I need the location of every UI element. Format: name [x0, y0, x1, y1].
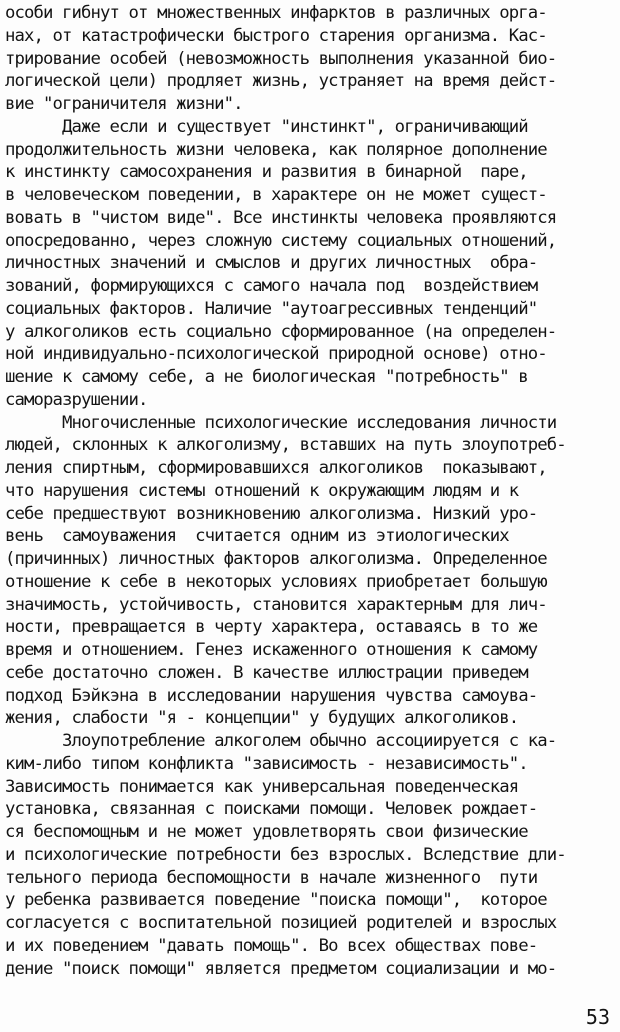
text-line: себе достаточно сложен. В качестве иллюстрации приведем	[5, 662, 528, 683]
text-line: опосредованно, через сложную систему социальных отношений,	[5, 230, 557, 251]
text-line: у алкоголиков есть социально сформированное (на определен-	[5, 321, 557, 342]
text-line: установка, связанная с поисками помощи. Человек рождает-	[5, 799, 538, 820]
text-line: особи гибнут от множественных инфарктов в различных орга-	[5, 3, 547, 23]
text-line: (причинных) личностных факторов алкоголизма. Определенное	[5, 549, 547, 569]
text-line: ким-либо типом конфликта "зависимость - независимость".	[5, 753, 528, 774]
text-line: продолжительность жизни человека, как полярное дополнение	[5, 139, 547, 160]
text-line: ся беспомощным и не может удовлетворять свои физические	[5, 822, 528, 842]
text-line: логической цели) продляет жизнь, устраняет на время дейст-	[5, 71, 557, 92]
text-line: у ребенка развивается поведение "поиска помощи", которое	[5, 890, 547, 911]
text-line: Зависимость понимается как универсальная поведенческая	[5, 776, 519, 797]
text-line: согласуется с воспитательной позицией родителей и взрослых	[5, 913, 557, 933]
text-line: ления спиртным, сформировавшихся алкоголиков показывают,	[5, 458, 547, 478]
text-line: отношение к себе в некоторых условиях приобретает большую	[5, 571, 547, 592]
text-line: Многочисленные психологические исследования личности	[5, 412, 557, 433]
text-line: жения, слабости "я - концепции" у будущих алкоголиков.	[5, 708, 519, 729]
text-line: людей, склонных к алкоголизму, вставших на путь злоупотреб-	[5, 435, 566, 456]
text-line: время и отношением. Генез искаженного отношения к самому	[5, 640, 538, 660]
text-line: Злоупотребление алкоголем обычно ассоциируется с ка-	[5, 731, 557, 751]
text-line: вие "ограничителя жизни".	[5, 94, 243, 114]
text-line: личностных значений и смыслов и других личностных обра-	[5, 253, 538, 274]
text-line: шение к самому себе, а не биологическая "потребность" в	[5, 367, 528, 387]
text-line: что нарушения системы отношений к окружающим людям и к	[5, 480, 519, 501]
text-line: социальных факторов. Наличие "аутоагрессивных тенденций"	[5, 298, 538, 319]
body-text	[5, 2, 617, 980]
text-line: ной индивидуально-психологической природной основе) отно-	[5, 344, 547, 365]
text-line: к инстинкту самосохранения и развития в бинарной паре,	[5, 162, 528, 183]
text-line: нах, от катастрофически быстрого старения организма. Кас-	[5, 25, 547, 46]
text-line: и психологические потребности без взрослых. Вследствие дли-	[5, 844, 566, 865]
text-line: вовать в "чистом виде". Все инстинкты человека проявляются	[5, 207, 557, 228]
text-line: тельного периода беспомощности в начале жизненного пути	[5, 867, 538, 888]
text-line: себе предшествуют возникновению алкоголизма. Низкий уро-	[5, 503, 538, 524]
text-line: трирование особей (невозможность выполнения указанной био-	[5, 48, 557, 69]
text-line: Даже если и существует "инстинкт", ограничивающий	[5, 116, 528, 137]
text-line: значимость, устойчивость, становится характерным для лич-	[5, 594, 547, 615]
text-line: подход Бэйкэна в исследовании нарушения чувства самоува-	[5, 685, 538, 706]
page-number: 53	[585, 1005, 610, 1029]
text-line: в человеческом поведении, в характере он не может сущест-	[5, 185, 547, 205]
text-line: саморазрушении.	[5, 389, 148, 410]
text-line: дение "поиск помощи" является предметом социализации и мо-	[5, 958, 557, 979]
text-line: вень самоуважения считается одним из этиологических	[5, 526, 509, 547]
text-line: и их поведением "давать помощь". Во всех обществах пове-	[5, 935, 538, 956]
text-line: ности, превращается в черту характера, оставаясь в то же	[5, 617, 538, 638]
text-line: зований, формирующихся с самого начала под воздействием	[5, 276, 538, 296]
